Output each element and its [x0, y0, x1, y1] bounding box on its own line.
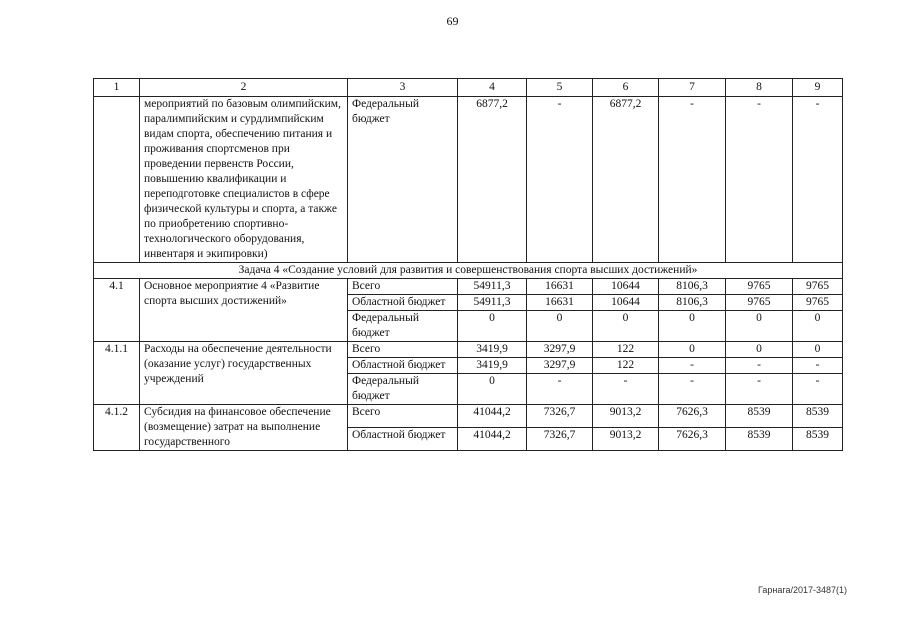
value-cell: 3419,9	[458, 358, 527, 374]
value-cell: -	[793, 97, 843, 263]
page-number: 69	[446, 14, 459, 28]
column-number-header: 9	[793, 79, 843, 97]
value-cell: -	[726, 374, 793, 405]
value-cell: -	[659, 358, 726, 374]
value-cell: 16631	[527, 279, 593, 295]
value-cell: 16631	[527, 295, 593, 311]
funding-source-cell: Федеральный бюджет	[348, 374, 458, 405]
row-code-cell: 4.1.1	[94, 342, 140, 405]
table-row	[94, 279, 843, 295]
table-row	[94, 405, 843, 428]
value-cell: 9013,2	[593, 405, 659, 428]
row-code-cell: 4.1	[94, 279, 140, 342]
value-cell: -	[527, 374, 593, 405]
value-cell: 6877,2	[458, 97, 527, 263]
value-cell: 54911,3	[458, 279, 527, 295]
value-cell: 9765	[726, 279, 793, 295]
task-title-row	[94, 263, 843, 279]
value-cell: 122	[593, 342, 659, 358]
value-cell: 0	[659, 311, 726, 342]
funding-source-cell: Областной бюджет	[348, 358, 458, 374]
table-row	[94, 342, 843, 358]
task-title: Задача 4 «Создание условий для развития и совершенствования спорта высших достижений»	[94, 263, 843, 279]
column-number-header: 6	[593, 79, 659, 97]
value-cell: -	[527, 97, 593, 263]
value-cell: 8106,3	[659, 279, 726, 295]
value-cell: 10644	[593, 279, 659, 295]
value-cell: 6877,2	[593, 97, 659, 263]
column-number-header: 5	[527, 79, 593, 97]
value-cell: 8539	[793, 405, 843, 428]
row-code-cell	[94, 97, 140, 263]
activity-name-cell: Расходы на обеспечение деятельности (оказание услуг) государственных учреждений	[140, 342, 348, 405]
value-cell: 3297,9	[527, 342, 593, 358]
table-row-continued	[94, 97, 843, 263]
value-cell: -	[793, 358, 843, 374]
value-cell: 54911,3	[458, 295, 527, 311]
activity-name-cell: Основное мероприятие 4 «Развитие спорта высших достижений»	[140, 279, 348, 342]
value-cell: 7326,7	[527, 428, 593, 451]
value-cell: 0	[726, 311, 793, 342]
activity-name-cell: Субсидия на финансовое обеспечение (возмещение) затрат на выполнение государственного	[140, 405, 348, 451]
value-cell: 41044,2	[458, 428, 527, 451]
value-cell: 0	[793, 342, 843, 358]
funding-source-cell: Всего	[348, 405, 458, 428]
value-cell: 9765	[726, 295, 793, 311]
budget-table	[93, 78, 843, 451]
column-number-header: 7	[659, 79, 726, 97]
activity-name-cell: мероприятий по базовым олимпийским, паралимпийским и сурдлимпийским видам спорта, обеспечению питания и проживания спортсменов при проведении первенств России, повышению квалификации и переподготовке специалистов в сфере физической культуры и спорта, а также по приобретению спортивно-технологического оборудования, инвентаря и экипировки)	[140, 97, 348, 263]
value-cell: 9013,2	[593, 428, 659, 451]
value-cell: 41044,2	[458, 405, 527, 428]
value-cell: 0	[659, 342, 726, 358]
column-number-header: 3	[348, 79, 458, 97]
value-cell: 0	[793, 311, 843, 342]
value-cell: -	[659, 97, 726, 263]
funding-source-cell: Федеральный бюджет	[348, 311, 458, 342]
value-cell: 9765	[793, 295, 843, 311]
value-cell: 122	[593, 358, 659, 374]
value-cell: 8539	[726, 428, 793, 451]
funding-source-cell: Областной бюджет	[348, 428, 458, 451]
value-cell: -	[593, 374, 659, 405]
value-cell: 9765	[793, 279, 843, 295]
funding-source-cell: Всего	[348, 342, 458, 358]
value-cell: 0	[527, 311, 593, 342]
value-cell: -	[726, 358, 793, 374]
value-cell: -	[659, 374, 726, 405]
row-code-cell: 4.1.2	[94, 405, 140, 451]
value-cell: 8539	[726, 405, 793, 428]
column-number-header: 8	[726, 79, 793, 97]
value-cell: 7326,7	[527, 405, 593, 428]
value-cell: 10644	[593, 295, 659, 311]
value-cell: 0	[458, 311, 527, 342]
funding-source-cell: Федеральный бюджет	[348, 97, 458, 263]
column-number-header: 4	[458, 79, 527, 97]
column-number-header: 2	[140, 79, 348, 97]
value-cell: -	[726, 97, 793, 263]
funding-source-cell: Всего	[348, 279, 458, 295]
value-cell: 8539	[793, 428, 843, 451]
value-cell: 0	[458, 374, 527, 405]
value-cell: -	[793, 374, 843, 405]
value-cell: 0	[593, 311, 659, 342]
column-number-header: 1	[94, 79, 140, 97]
value-cell: 7626,3	[659, 428, 726, 451]
value-cell: 3297,9	[527, 358, 593, 374]
value-cell: 0	[726, 342, 793, 358]
funding-source-cell: Областной бюджет	[348, 295, 458, 311]
value-cell: 8106,3	[659, 295, 726, 311]
value-cell: 7626,3	[659, 405, 726, 428]
document-code: Гарнага/2017-3487(1)	[758, 585, 847, 595]
value-cell: 3419,9	[458, 342, 527, 358]
column-number-row	[94, 79, 843, 97]
